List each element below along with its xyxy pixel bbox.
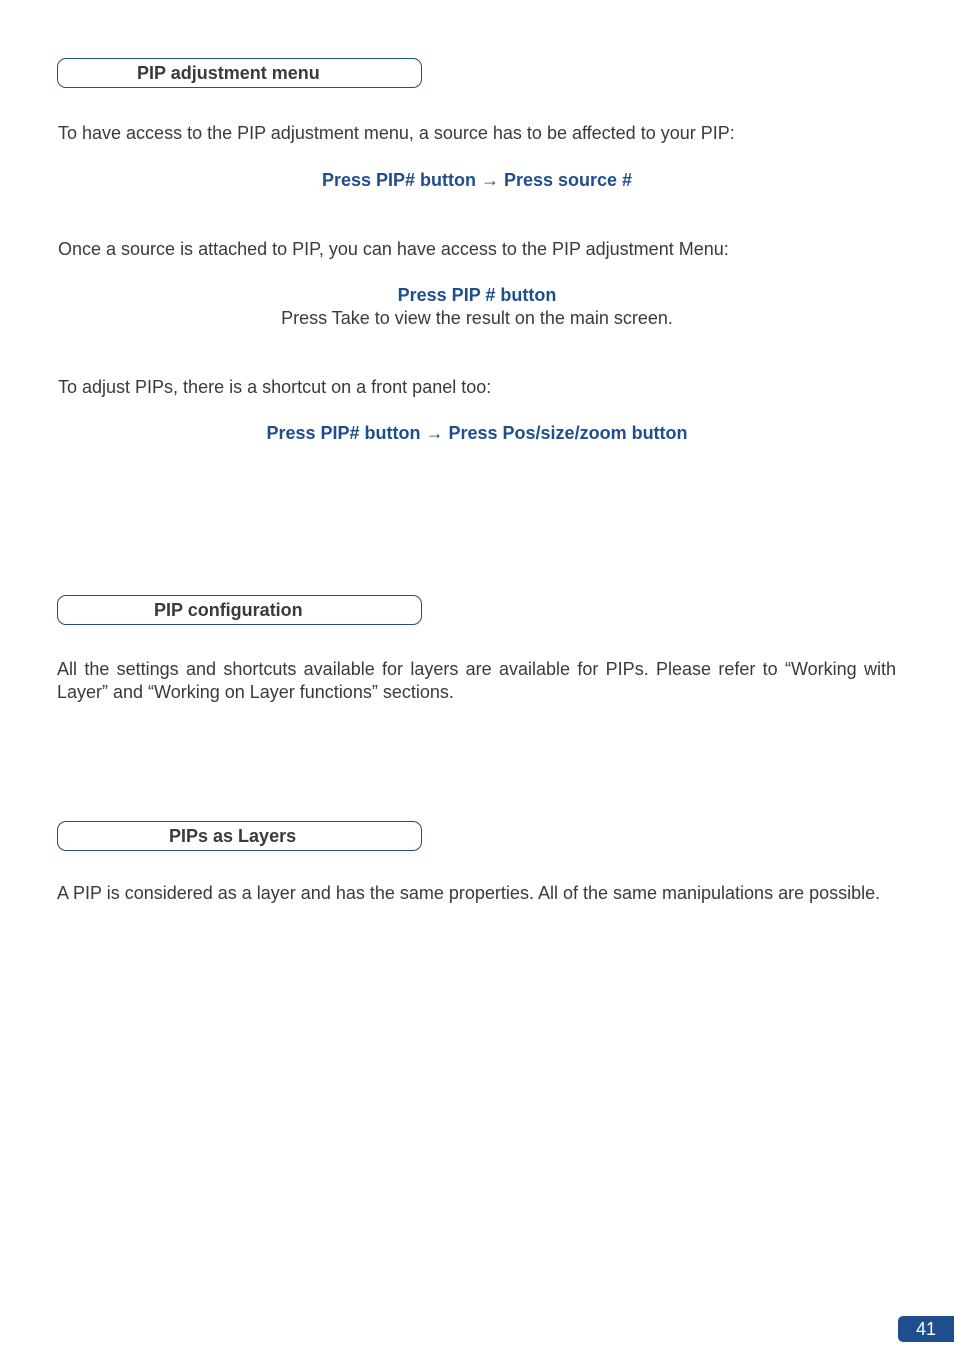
command-press-pos-size-zoom: Press PIP# button → Press Pos/size/zoom button xyxy=(266,423,688,443)
section-title: PIP adjustment menu xyxy=(137,63,320,83)
section-header-pip-configuration xyxy=(57,595,422,625)
section-title: PIP configuration xyxy=(154,600,303,620)
command-press-pip-source: Press PIP# button → Press source # xyxy=(321,170,633,190)
page-number: 41 xyxy=(898,1316,954,1342)
take-note-text: Press Take to view the result on the main screen. xyxy=(281,308,673,328)
section-header-pip-adjustment-menu xyxy=(57,58,422,88)
layers-text: A PIP is considered as a layer and has the same properties. All of the same manipulations are possible. xyxy=(57,883,881,903)
command-press-pip-button: Press PIP # button xyxy=(397,285,557,305)
section-header-pips-as-layers xyxy=(57,821,422,851)
shortcut-intro-text: To adjust PIPs, there is a shortcut on a front panel too: xyxy=(58,377,492,397)
configuration-text: All the settings and shortcuts available for layers are available for PIPs. Please refer to “Working with Layer” and “Working on Layer functions” sections. xyxy=(57,659,896,702)
section-title: PIPs as Layers xyxy=(169,826,297,846)
adjustment-attached-text: Once a source is attached to PIP, you can have access to the PIP adjustment Menu: xyxy=(58,239,729,259)
adjustment-intro-text: To have access to the PIP adjustment menu, a source has to be affected to your PIP: xyxy=(58,123,735,143)
